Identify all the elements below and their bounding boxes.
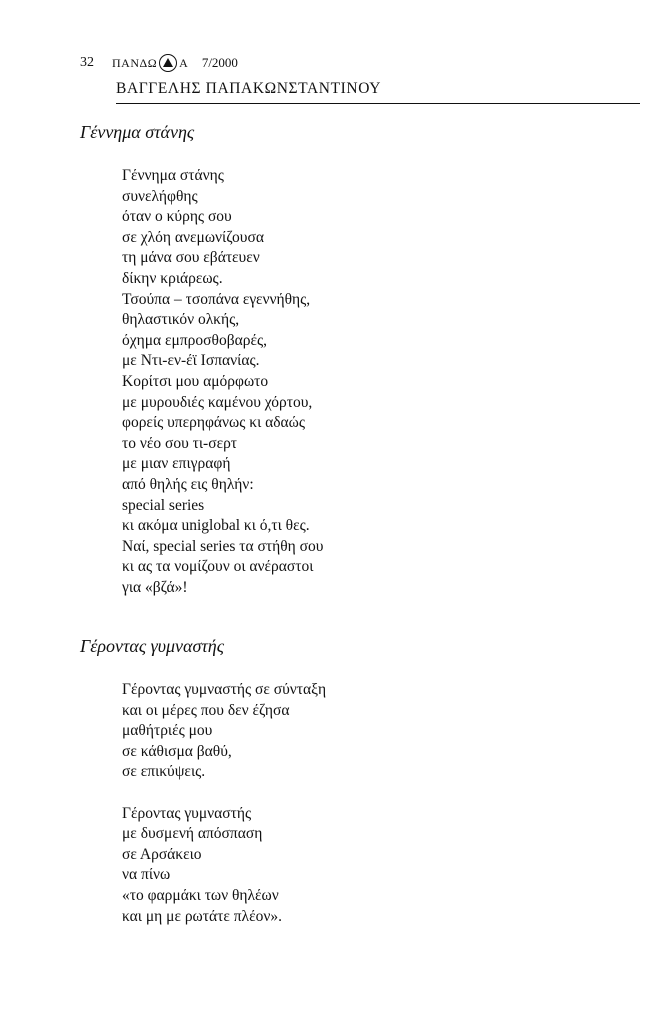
poem-line: από θηλής εις θηλήν: — [122, 475, 254, 493]
poem-line: τη μάνα σου εβάτευεν — [122, 249, 260, 267]
poem-body-1 — [122, 166, 323, 598]
poem-line: το νέο σου τι-σερτ — [122, 434, 238, 452]
poem-line: Τσούπα – τσοπάνα εγεννήθης, — [122, 290, 311, 308]
poem-line: Ναί, special series τα στήθη σου — [122, 537, 324, 555]
poem-line: κι ας τα νομίζουν οι ανέραστοι — [122, 558, 314, 576]
poem-line: όταν ο κύρης σου — [122, 208, 232, 226]
running-header — [80, 52, 640, 74]
poem-line: και οι μέρες που δεν έζησα — [122, 701, 290, 719]
poem-line: φορείς υπερηφάνως κι αδαώς — [122, 414, 306, 432]
magazine-name-end: Α — [179, 55, 188, 70]
poem-line: σε κάθισμα βαθύ, — [122, 742, 232, 760]
poem-line: θηλαστικόν ολκής, — [122, 311, 240, 329]
poem-title-1: Γέννημα στάνης — [80, 122, 195, 142]
poem-line: μαθήτριές μου — [122, 722, 213, 740]
page-number: 32 — [80, 55, 94, 70]
poem-line: Γέννημα στάνης — [122, 167, 224, 184]
poem-line: δίκην κριάρεως. — [122, 269, 223, 287]
poem-line: με μυρουδιές καμένου χόρτου, — [122, 393, 313, 411]
poem-line: special series — [122, 496, 205, 514]
poem-line: κι ακόμα uniglobal κι ό,τι θες. — [122, 517, 310, 535]
poem-line: σε επικύψεις. — [122, 763, 206, 781]
poem-line: Γέροντας γυμναστής — [122, 804, 252, 822]
poem-line: σε χλόη ανεμωνίζουσα — [122, 228, 264, 246]
poem-line: να πίνω — [122, 866, 171, 884]
poem-line: σε Αρσάκειο — [122, 845, 202, 863]
magazine-name: ΠΑΝΔΩ — [112, 55, 158, 70]
poem-body-2 — [122, 680, 326, 927]
stanza-break — [122, 783, 326, 804]
poem-line: με μιαν επιγραφή — [122, 455, 231, 473]
poem-line: και μη με ρωτάτε πλέον». — [122, 907, 282, 925]
triangle-in-circle-icon — [159, 54, 177, 72]
author-name: ΒΑΓΓΕΛΗΣ ΠΑΠΑΚΩΝΣΤΑΝΤΙΝΟΥ — [116, 80, 640, 104]
poem-line: Κορίτσι μου αμόρφωτο — [122, 372, 269, 390]
poem-line: για «βζά»! — [122, 578, 188, 596]
poem-line: με δυσμενή απόσπαση — [122, 825, 263, 843]
poem-line: συνελήφθης — [122, 187, 198, 205]
poem-title-2: Γέροντας γυμναστής — [80, 636, 225, 656]
poem-line: Γέροντας γυμναστής σε σύνταξη — [122, 681, 327, 698]
poem-line: όχημα εμπροσθοβαρές, — [122, 331, 267, 349]
poem-line: «το φαρμάκι των θηλέων — [122, 886, 279, 904]
page-header — [80, 52, 640, 104]
poem-line: με Ντι-εν-έϊ Ισπανίας. — [122, 352, 260, 370]
issue-number: 7/2000 — [201, 55, 238, 70]
